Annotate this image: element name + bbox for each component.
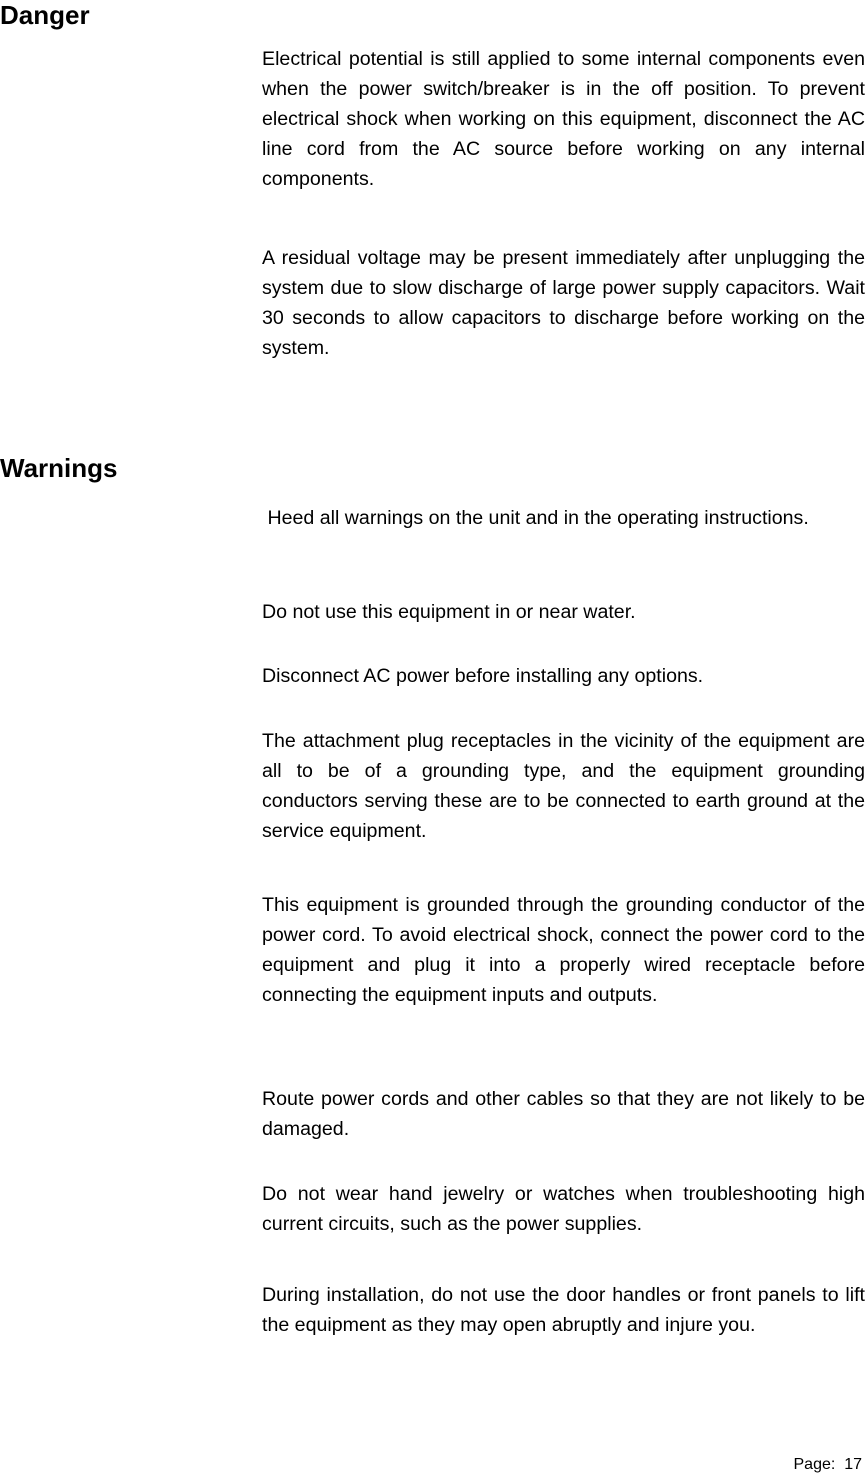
- warnings-paragraph-2: Do not use this equipment in or near water.: [262, 601, 636, 623]
- warnings-paragraph-8: During installation, do not use the door handles or front panels to lift the equipment as they may open abruptly and injure you.: [262, 1284, 865, 1336]
- warnings-paragraph-4: The attachment plug receptacles in the vicinity of the equipment are all to be of a grounding type, and the equipment grounding conductors serving these are to be connected to earth ground at the service equipment.: [262, 730, 865, 842]
- warnings-paragraph-1: Heed all warnings on the unit and in the operating instructions.: [262, 507, 809, 529]
- warnings-paragraph-6: Route power cords and other cables so that they are not likely to be damaged.: [262, 1088, 865, 1140]
- danger-heading: Danger: [0, 0, 90, 30]
- page-number: Page: 17: [793, 1456, 862, 1473]
- warnings-paragraph-5: This equipment is grounded through the grounding conductor of the power cord. To avoid electrical shock, connect the power cord to the equipment and plug it into a properly wired receptacle before connecting the equipment inputs and outputs.: [262, 894, 865, 1006]
- danger-paragraph-1: Electrical potential is still applied to some internal components even when the power switch/breaker is in the off position. To prevent electrical shock when working on this equipment, disconnect the AC line cord from the AC source before working on any internal components.: [262, 48, 865, 190]
- danger-paragraph-2: A residual voltage may be present immediately after unplugging the system due to slow discharge of large power supply capacitors. Wait 30 seconds to allow capacitors to discharge before working on the system.: [262, 247, 865, 359]
- warnings-paragraph-3: Disconnect AC power before installing any options.: [262, 665, 704, 687]
- warnings-heading: Warnings: [0, 453, 118, 483]
- warnings-paragraph-7: Do not wear hand jewelry or watches when troubleshooting high current circuits, such as the power supplies.: [262, 1183, 865, 1235]
